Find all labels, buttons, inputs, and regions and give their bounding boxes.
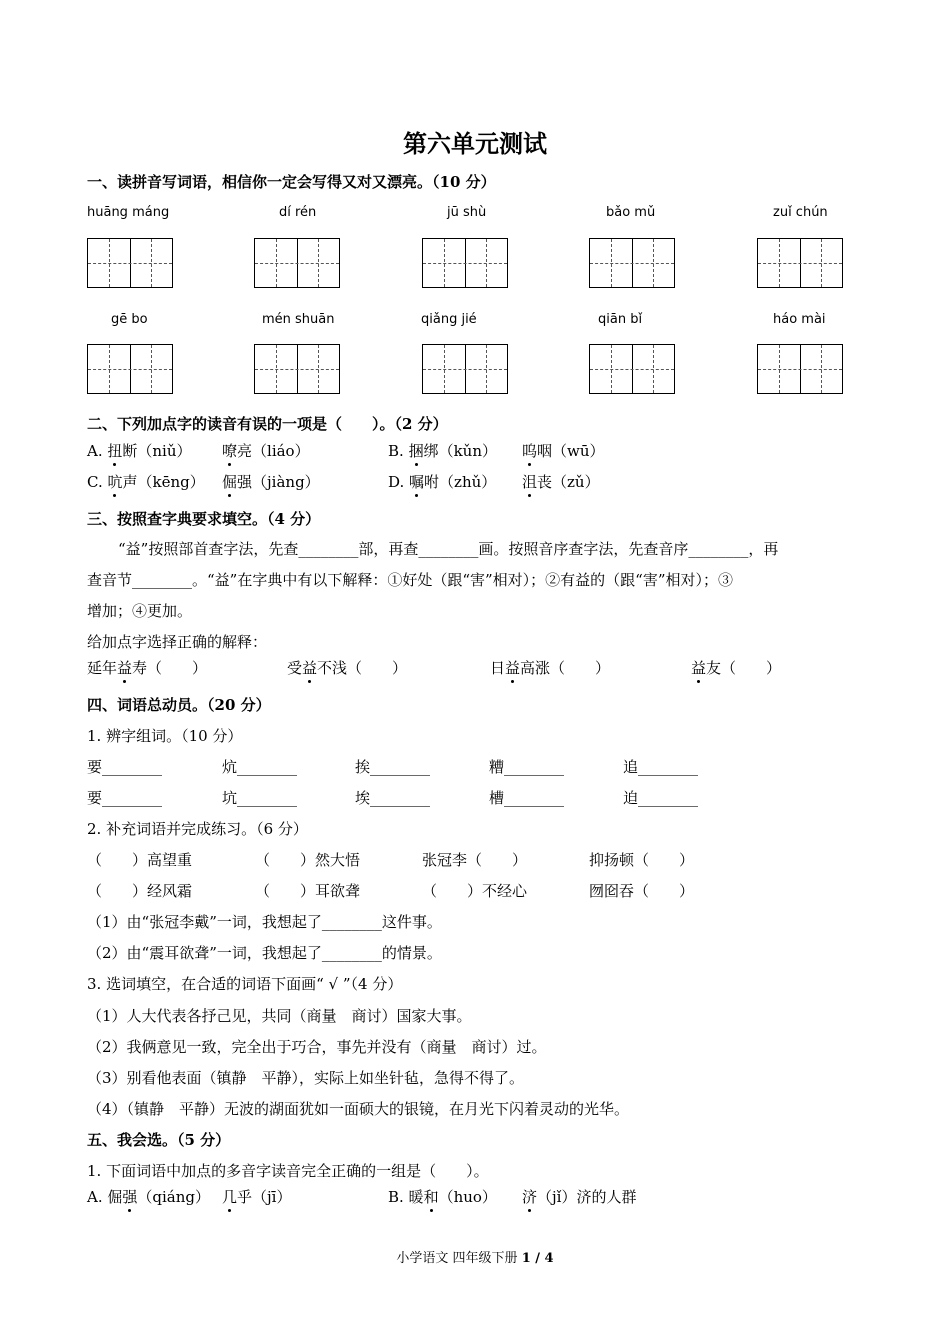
sub-question: （2）由“震耳欲聋”一词，我想起了________的情景。: [87, 944, 442, 962]
pinyin-9: qiān bǐ: [598, 312, 643, 327]
paragraph-line: 查音节________。“益”在字典中有以下解释：①好处（跟“害”相对）；②有益的（跟“害”相对）；③: [87, 571, 734, 589]
option-b-word-1: B. 暖和（huo）: [388, 1188, 497, 1206]
word-blank: 要________: [87, 758, 163, 776]
pinyin-5: zuǐ chún: [773, 205, 828, 220]
pinyin-1: huāng máng: [87, 205, 170, 220]
paragraph-line: “益”按照部首查字法，先查________部，再查________画。按照音序查字法，先查音序________，再: [118, 540, 779, 558]
writing-grid[interactable]: [254, 344, 340, 394]
pinyin-4: bǎo mǔ: [606, 205, 656, 220]
sub-question: （2）我俩意见一致，完全出于巧合，事先并没有（商量 商讨）过。: [87, 1038, 547, 1056]
option-c-word-2: 倔强（jiàng）: [222, 473, 320, 491]
explain-item-2: 受益不浅（ ）: [287, 659, 408, 677]
writing-grid[interactable]: [757, 238, 843, 288]
option-a-word-2: 几乎（jī）: [222, 1188, 292, 1206]
option-b-word-2: 济（jǐ）济的人群: [522, 1188, 637, 1206]
writing-grid[interactable]: [422, 238, 508, 288]
option-b-word-2: 呜咽（wū）: [522, 442, 605, 460]
page-footer: 小学语文 四年级下册 1 / 4: [396, 1251, 554, 1266]
pinyin-8: qiǎng jié: [421, 312, 477, 327]
section-4-heading: 四、词语总动员。（20 分）: [87, 696, 271, 714]
idiom-blank: 张冠李（ ）: [422, 851, 528, 869]
instruction-line: 给加点字选择正确的解释：: [87, 633, 268, 651]
page-title: 第六单元测试: [403, 129, 547, 158]
page-number: 1 / 4: [521, 1251, 554, 1266]
idiom-blank: 抑扬顿（ ）: [589, 851, 695, 869]
pinyin-10: háo mài: [773, 312, 826, 327]
option-a-word-1: A. 扭断（niǔ）: [87, 442, 192, 460]
pinyin-3: jū shù: [447, 205, 487, 220]
idiom-blank: （ ）经风霜: [87, 882, 193, 900]
question-4-2: 2. 补充词语并完成练习。（6 分）: [87, 820, 308, 838]
writing-grid[interactable]: [87, 238, 173, 288]
word-blank: 炕________: [222, 758, 298, 776]
paragraph-line: 增加；④更加。: [87, 602, 193, 620]
section-1-heading: 一、读拼音写词语，相信你一定会写得又对又漂亮。（10 分）: [87, 173, 496, 191]
question-5-1: 1. 下面词语中加点的多音字读音完全正确的一组是（ ）。: [87, 1162, 489, 1180]
explain-item-4: 益友（ ）: [691, 659, 782, 677]
option-d-word-1: D. 嘱咐（zhǔ）: [388, 473, 497, 491]
word-blank: 槽________: [489, 789, 565, 807]
writing-grid[interactable]: [757, 344, 843, 394]
option-a-word-1: A. 倔强（qiáng）: [87, 1188, 210, 1206]
writing-grid[interactable]: [589, 238, 675, 288]
word-blank: 埃________: [355, 789, 431, 807]
sub-question: （1）由“张冠李戴”一词，我想起了________这件事。: [87, 913, 442, 931]
option-a-word-2: 嘹亮（liáo）: [222, 442, 310, 460]
question-4-1: 1. 辨字组词。（10 分）: [87, 727, 243, 745]
question-4-3: 3. 选词填空，在合适的词语下面画“ √ ”（4 分）: [87, 975, 403, 993]
word-blank: 坑________: [222, 789, 298, 807]
writing-grid[interactable]: [589, 344, 675, 394]
idiom-blank: （ ）然大悟: [255, 851, 361, 869]
pinyin-7: mén shuān: [262, 312, 335, 327]
pinyin-6: gē bo: [111, 312, 148, 327]
idiom-blank: （ ）高望重: [87, 851, 193, 869]
section-3-heading: 三、按照查字典要求填空。（4 分）: [87, 510, 321, 528]
option-c-word-1: C. 吭声（kēng）: [87, 473, 205, 491]
explain-item-3: 日益高涨（ ）: [490, 659, 611, 677]
writing-grid[interactable]: [422, 344, 508, 394]
pinyin-2: dí rén: [279, 205, 317, 220]
idiom-blank: （ ）耳欲聋: [255, 882, 361, 900]
word-blank: 挨________: [355, 758, 431, 776]
writing-grid[interactable]: [254, 238, 340, 288]
sub-question: （3）别看他表面（镇静 平静），实际上如坐针毡，急得不得了。: [87, 1069, 525, 1087]
word-blank: 追________: [623, 758, 699, 776]
idiom-blank: （ ）不经心: [422, 882, 528, 900]
section-2-heading: 二、下列加点字的读音有误的一项是（ ）。（2 分）: [87, 415, 448, 433]
explain-item-1: 延年益寿（ ）: [87, 659, 208, 677]
option-d-word-2: 沮丧（zǔ）: [522, 473, 600, 491]
idiom-blank: 囫囵吞（ ）: [589, 882, 695, 900]
word-blank: 迫________: [623, 789, 699, 807]
sub-question: （4）（镇静 平静）无波的湖面犹如一面硕大的银镜，在月光下闪着灵动的光华。: [87, 1100, 630, 1118]
word-blank: 要________: [87, 789, 163, 807]
sub-question: （1）人大代表各抒己见，共同（商量 商讨）国家大事。: [87, 1007, 472, 1025]
writing-grid[interactable]: [87, 344, 173, 394]
word-blank: 糟________: [489, 758, 565, 776]
option-b-word-1: B. 捆绑（kǔn）: [388, 442, 497, 460]
section-5-heading: 五、我会选。（5 分）: [87, 1131, 231, 1149]
